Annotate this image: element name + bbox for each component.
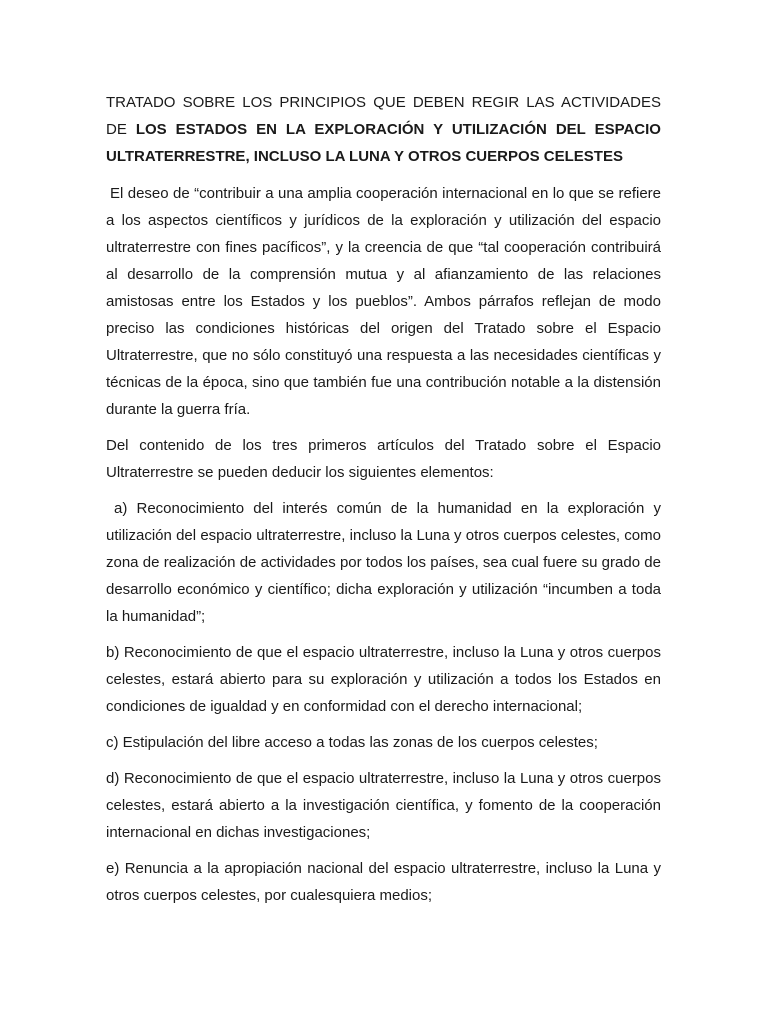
document-body [106, 89, 661, 918]
list-item-b: b) Reconocimiento de que el espacio ultraterrestre, incluso la Luna y otros cuerpos celestes, estará abierto para su exploración y utilización a todos los Estados en condiciones de igualdad y en conformidad con el derecho internacional; [106, 644, 661, 715]
list-item-a: a) Reconocimiento del interés común de la humanidad en la exploración y utilización del espacio ultraterrestre, incluso la Luna y otros cuerpos celestes, como zona de realización de actividades por todos los países, sea cual fuere su grado de desarrollo económico y científico; dicha exploración y utilización “incumben a toda la humanidad”; [106, 500, 661, 625]
list-item-c: c) Estipulación del libre acceso a todas las zonas de los cuerpos celestes; [106, 734, 598, 751]
title-bold-text: LOS ESTADOS EN LA EXPLORACIÓN Y UTILIZACIÓN DEL ESPACIO ULTRATERRESTRE, INCLUSO LA LUNA Y OTROS CUERPOS CELESTES [106, 121, 661, 165]
title-regular-text: TRATADO SOBRE LOS PRINCIPIOS QUE DEBEN REGIR LAS ACTIVIDADES DE [106, 94, 661, 138]
document-title [106, 89, 661, 170]
list-item-d: d) Reconocimiento de que el espacio ultraterrestre, incluso la Luna y otros cuerpos celestes, estará abierto a la investigación científica, y fomento de la cooperación internacional en dichas investigaciones; [106, 770, 661, 841]
paragraph-intro: El deseo de “contribuir a una amplia cooperación internacional en lo que se refiere a los aspectos científicos y jurídicos de la exploración y utilización del espacio ultraterrestre con fines pacíficos”, y la creencia de que “tal cooperación contribuirá al desarrollo de la comprensión mutua y al afianzamiento de las relaciones amistosas entre los Estados y los pueblos”. Ambos párrafos reflejan de modo preciso las condiciones históricas del origen del Tratado sobre el Espacio Ultraterrestre, que no sólo constituyó una respuesta a las necesidades científicas y técnicas de la época, sino que también fue una contribución notable a la distensión durante la guerra fría. [106, 185, 661, 418]
paragraph-elements-intro: Del contenido de los tres primeros artículos del Tratado sobre el Espacio Ultraterrestre se pueden deducir los siguientes elementos: [106, 437, 661, 481]
list-item-e: e) Renuncia a la apropiación nacional del espacio ultraterrestre, incluso la Luna y otros cuerpos celestes, por cualesquiera medios; [106, 860, 661, 904]
